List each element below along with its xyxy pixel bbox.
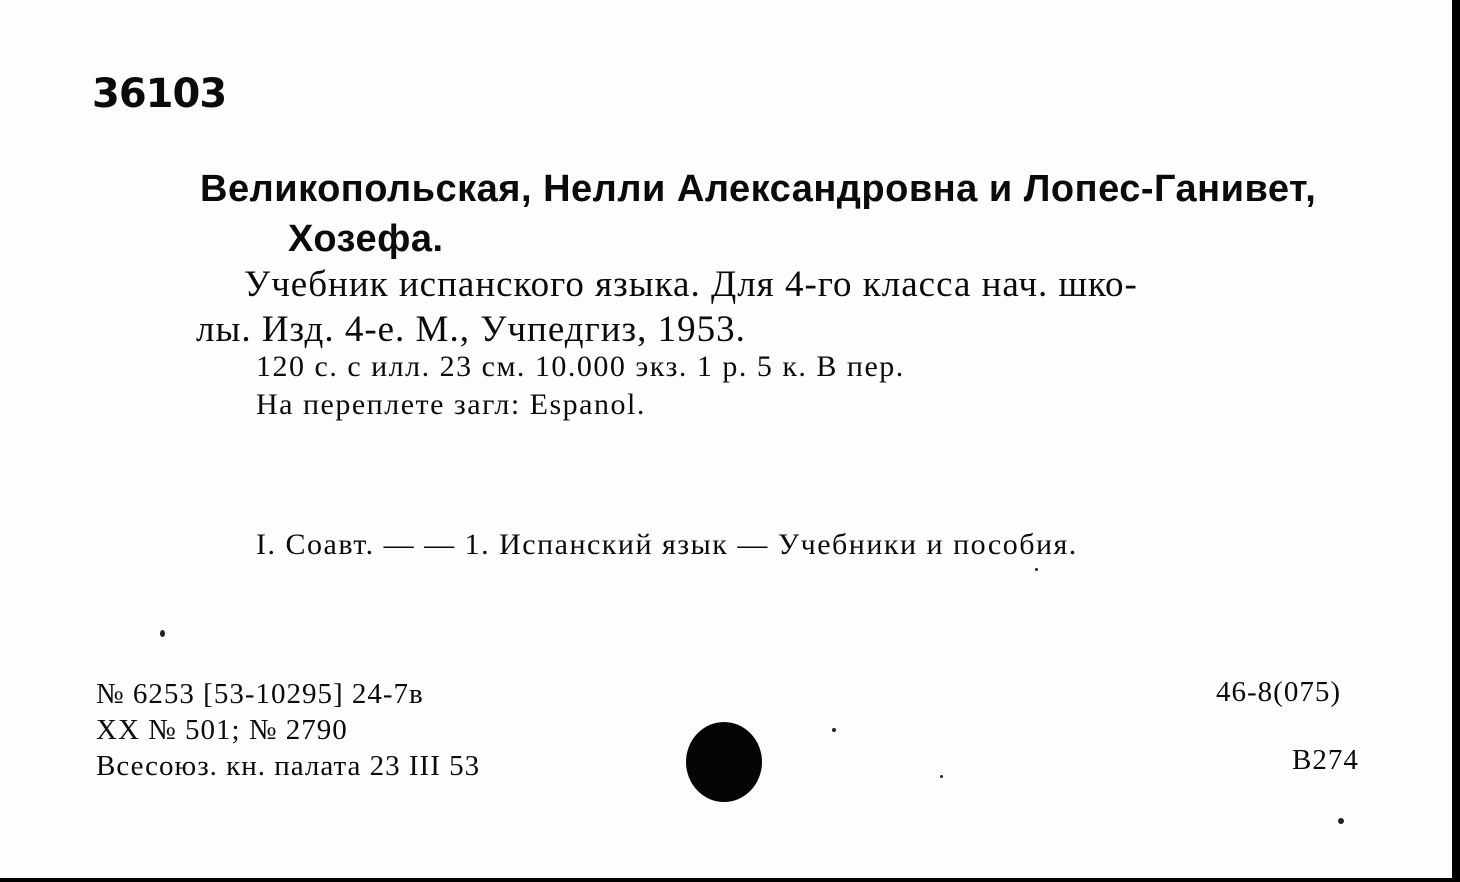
shelf-code: B274 [1292, 744, 1359, 776]
speck [832, 728, 836, 732]
class-number: 46-8(075) [1216, 676, 1341, 708]
footer-left-line1: № 6253 [53-10295] 24-7в [96, 678, 424, 710]
tracings-line: I. Соавт. — — 1. Испанский язык — Учебники и пособия. [256, 528, 1078, 561]
speck [940, 775, 943, 778]
punch-hole [686, 722, 762, 802]
speck [1338, 818, 1344, 824]
title-line1: Учебник испанского языка. Для 4-го класса нач. шко- [244, 264, 1138, 305]
heading-author-line1: Великопольская, Нелли Александровна и Лопес-Ганивет, [200, 168, 1317, 210]
title-line2: лы. Изд. 4-е. М., Учпедгиз, 1953. [196, 309, 746, 350]
speck [1035, 568, 1038, 571]
collation-line: 120 с. с илл. 23 см. 10.000 экз. 1 р. 5 к. В пер. [256, 350, 905, 383]
speck [160, 630, 165, 637]
accession-number: 36103 [92, 71, 227, 117]
heading-author-line2: Хозефа. [288, 218, 444, 260]
footer-left-line3: Всесоюз. кн. палата 23 III 53 [96, 750, 481, 782]
note-line: На переплете загл: Espanol. [256, 388, 646, 421]
footer-left-line2: XX № 501; № 2790 [96, 714, 348, 746]
